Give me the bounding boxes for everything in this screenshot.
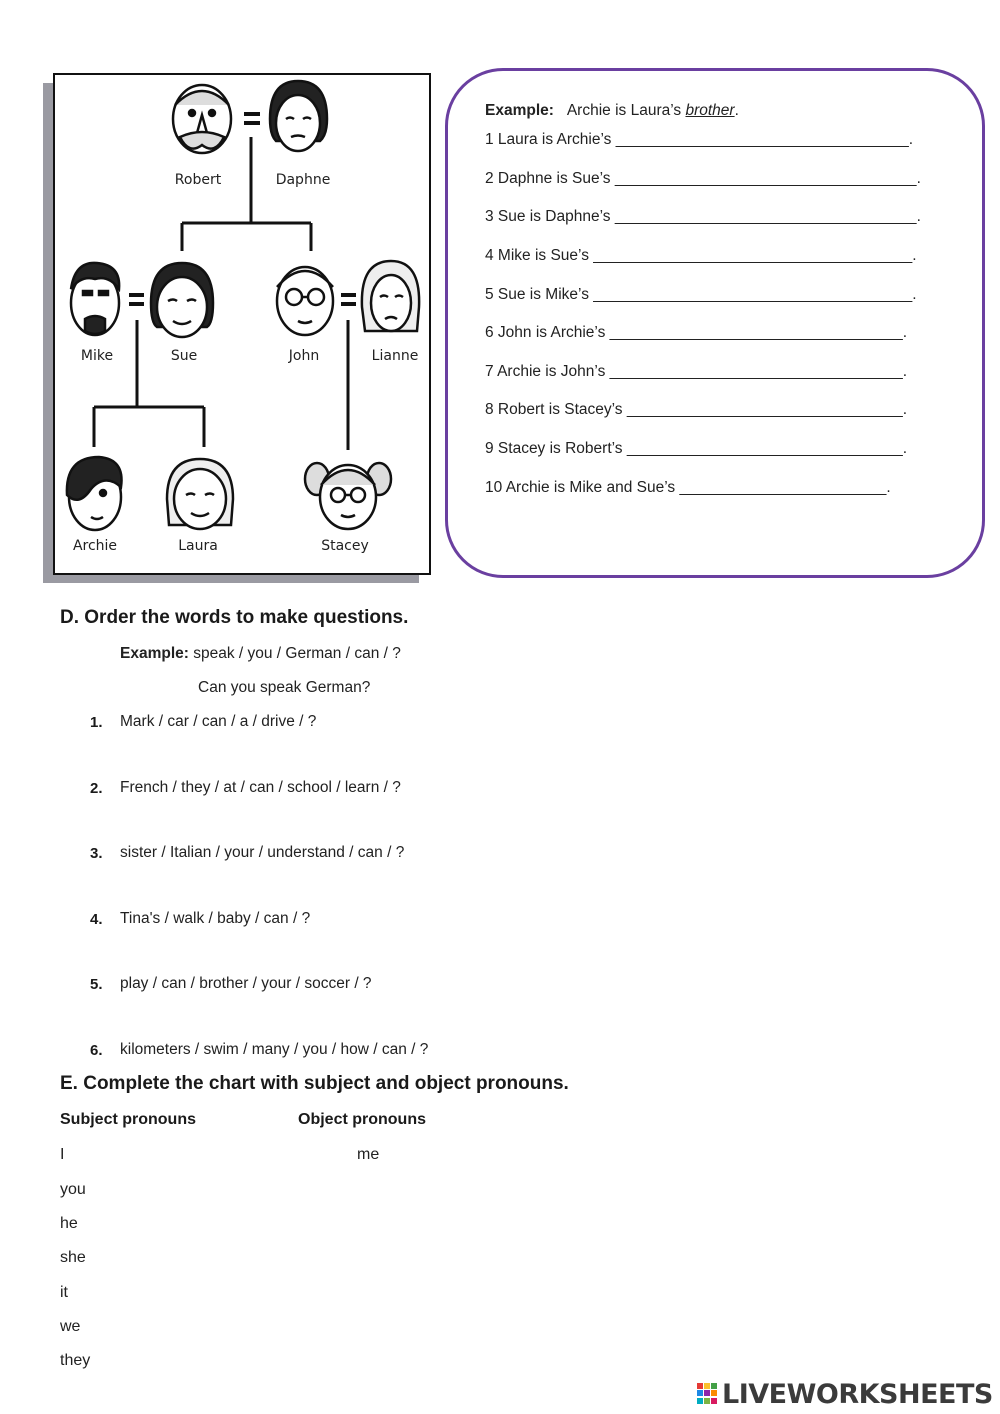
answer-blank[interactable]: __________________________________ xyxy=(609,363,903,380)
question-text: Mark / car / can / a / drive / ? xyxy=(120,713,317,730)
exercise-item-text: 5 Sue is Mike’s xyxy=(485,286,589,303)
question-text: sister / Italian / your / understand / can / ? xyxy=(120,844,405,861)
exercise-item: 4 Mike is Sue’s _____________________________________. xyxy=(485,247,917,264)
family-tree-panel xyxy=(53,73,431,575)
logo-mark-square xyxy=(697,1390,703,1396)
answer-blank[interactable]: _____________________________________ xyxy=(593,286,913,303)
man-glasses-face-icon xyxy=(277,267,333,335)
logo-mark-square xyxy=(704,1383,710,1389)
exercise-item-text: 4 Mike is Sue’s xyxy=(485,247,589,264)
person-name-john: John xyxy=(288,348,320,364)
logo-mark-square xyxy=(704,1390,710,1396)
subject-pronoun: she xyxy=(60,1249,86,1266)
subject-pronouns-header: Subject pronouns xyxy=(60,1111,196,1128)
question-text: Tina's / walk / baby / can / ? xyxy=(120,910,311,927)
answer-blank[interactable]: __________________________________ xyxy=(615,131,909,148)
exercise-item: 10 Archie is Mike and Sue’s ________________________. xyxy=(485,479,891,496)
person-name-daphne: Daphne xyxy=(275,172,331,188)
exercise-item-text: 2 Daphne is Sue’s xyxy=(485,170,611,187)
exercise-item-text: 9 Stacey is Robert’s xyxy=(485,440,623,457)
subject-pronoun: they xyxy=(60,1352,91,1369)
object-pronouns-header: Object pronouns xyxy=(298,1111,426,1128)
example-label: Example: xyxy=(120,645,189,662)
woman-face-icon xyxy=(151,263,213,337)
answer-blank[interactable]: ___________________________________ xyxy=(614,170,917,187)
exercise-item: 2 Daphne is Sue’s ___________________________________. xyxy=(485,170,921,187)
answer-blank[interactable]: __________________________________ xyxy=(609,324,903,341)
question-number: 2. xyxy=(90,780,103,797)
question-text: play / can / brother / your / soccer / ? xyxy=(120,975,372,992)
exercise-item-text: 1 Laura is Archie’s xyxy=(485,131,612,148)
boy-face-icon xyxy=(67,457,122,530)
grandmother-face-icon xyxy=(270,81,327,151)
section-d-heading: D. Order the words to make questions. xyxy=(60,607,409,628)
exercise-item: 6 John is Archie’s __________________________________. xyxy=(485,324,908,341)
exercise-item: 9 Stacey is Robert’s ________________________________. xyxy=(485,440,908,457)
person-name-laura: Laura xyxy=(178,538,218,554)
answer-blank[interactable]: ________________________________ xyxy=(626,440,903,457)
girl-face-icon xyxy=(167,459,233,529)
example-text: Archie is Laura’s xyxy=(566,102,682,119)
example-answer: Can you speak German? xyxy=(198,679,371,696)
exercise-item-text: 3 Sue is Daphne’s xyxy=(485,208,611,225)
logo-mark-square xyxy=(711,1398,717,1404)
section-e-heading: E. Complete the chart with subject and object pronouns. xyxy=(60,1073,569,1094)
example-words: speak / you / German / can / ? xyxy=(193,645,401,662)
exercise-item: 3 Sue is Daphne’s ___________________________________. xyxy=(485,208,921,225)
exercise-item-text: 6 John is Archie’s xyxy=(485,324,606,341)
example-label: Example: xyxy=(485,102,554,119)
subject-pronoun: he xyxy=(60,1215,78,1232)
answer-blank[interactable]: ___________________________________ xyxy=(614,208,917,225)
exercise-item: 7 Archie is John’s __________________________________. xyxy=(485,363,908,380)
liveworksheets-logo[interactable] xyxy=(697,1374,993,1414)
person-name-lianne: Lianne xyxy=(371,348,419,364)
question-number: 6. xyxy=(90,1042,103,1059)
question-number: 3. xyxy=(90,845,103,862)
exercise-example: Example: Archie is Laura’s brother. xyxy=(485,102,739,119)
man-face-icon xyxy=(71,263,119,335)
logo-mark-square xyxy=(711,1383,717,1389)
subject-pronoun: I xyxy=(60,1146,65,1163)
logo-mark-icon xyxy=(697,1383,719,1405)
exercise-item-text: 10 Archie is Mike and Sue’s xyxy=(485,479,676,496)
person-name-mike: Mike xyxy=(80,348,114,364)
object-pronoun: me xyxy=(357,1146,380,1163)
question-number: 1. xyxy=(90,714,103,731)
answer-blank[interactable]: _____________________________________ xyxy=(593,247,913,264)
question-number: 4. xyxy=(90,911,103,928)
answer-blank[interactable]: ________________________ xyxy=(679,479,887,496)
exercise-item: 1 Laura is Archie’s __________________________________. xyxy=(485,131,914,148)
question-text: French / they / at / can / school / learn / ? xyxy=(120,779,401,796)
exercise-item-text: 7 Archie is John’s xyxy=(485,363,606,380)
logo-mark-square xyxy=(697,1383,703,1389)
subject-pronoun: it xyxy=(60,1284,68,1301)
question-text: kilometers / swim / many / you / how / can / ? xyxy=(120,1041,429,1058)
exercise-item: 5 Sue is Mike’s _____________________________________. xyxy=(485,286,917,303)
person-name-archie: Archie xyxy=(72,538,118,554)
logo-mark-square xyxy=(711,1390,717,1396)
grandfather-face-icon xyxy=(173,85,231,153)
answer-blank[interactable]: ________________________________ xyxy=(626,401,903,418)
person-name-stacey: Stacey xyxy=(321,538,369,554)
logo-text: LIVEWORKSHEETS xyxy=(722,1378,993,1410)
woman-face-icon xyxy=(362,261,419,331)
question-number: 5. xyxy=(90,976,103,993)
family-tree-diagram xyxy=(55,75,429,573)
logo-mark-square xyxy=(704,1398,710,1404)
subject-pronoun: we xyxy=(60,1318,81,1335)
person-name-robert: Robert xyxy=(174,172,222,188)
subject-pronoun: you xyxy=(60,1181,86,1198)
girl-glasses-face-icon xyxy=(305,463,391,529)
example-answer: brother xyxy=(685,102,735,119)
section-d-example xyxy=(120,645,401,663)
person-name-sue: Sue xyxy=(170,348,198,364)
exercise-item-text: 8 Robert is Stacey’s xyxy=(485,401,623,418)
exercise-item: 8 Robert is Stacey’s ________________________________. xyxy=(485,401,908,418)
logo-mark-square xyxy=(697,1398,703,1404)
